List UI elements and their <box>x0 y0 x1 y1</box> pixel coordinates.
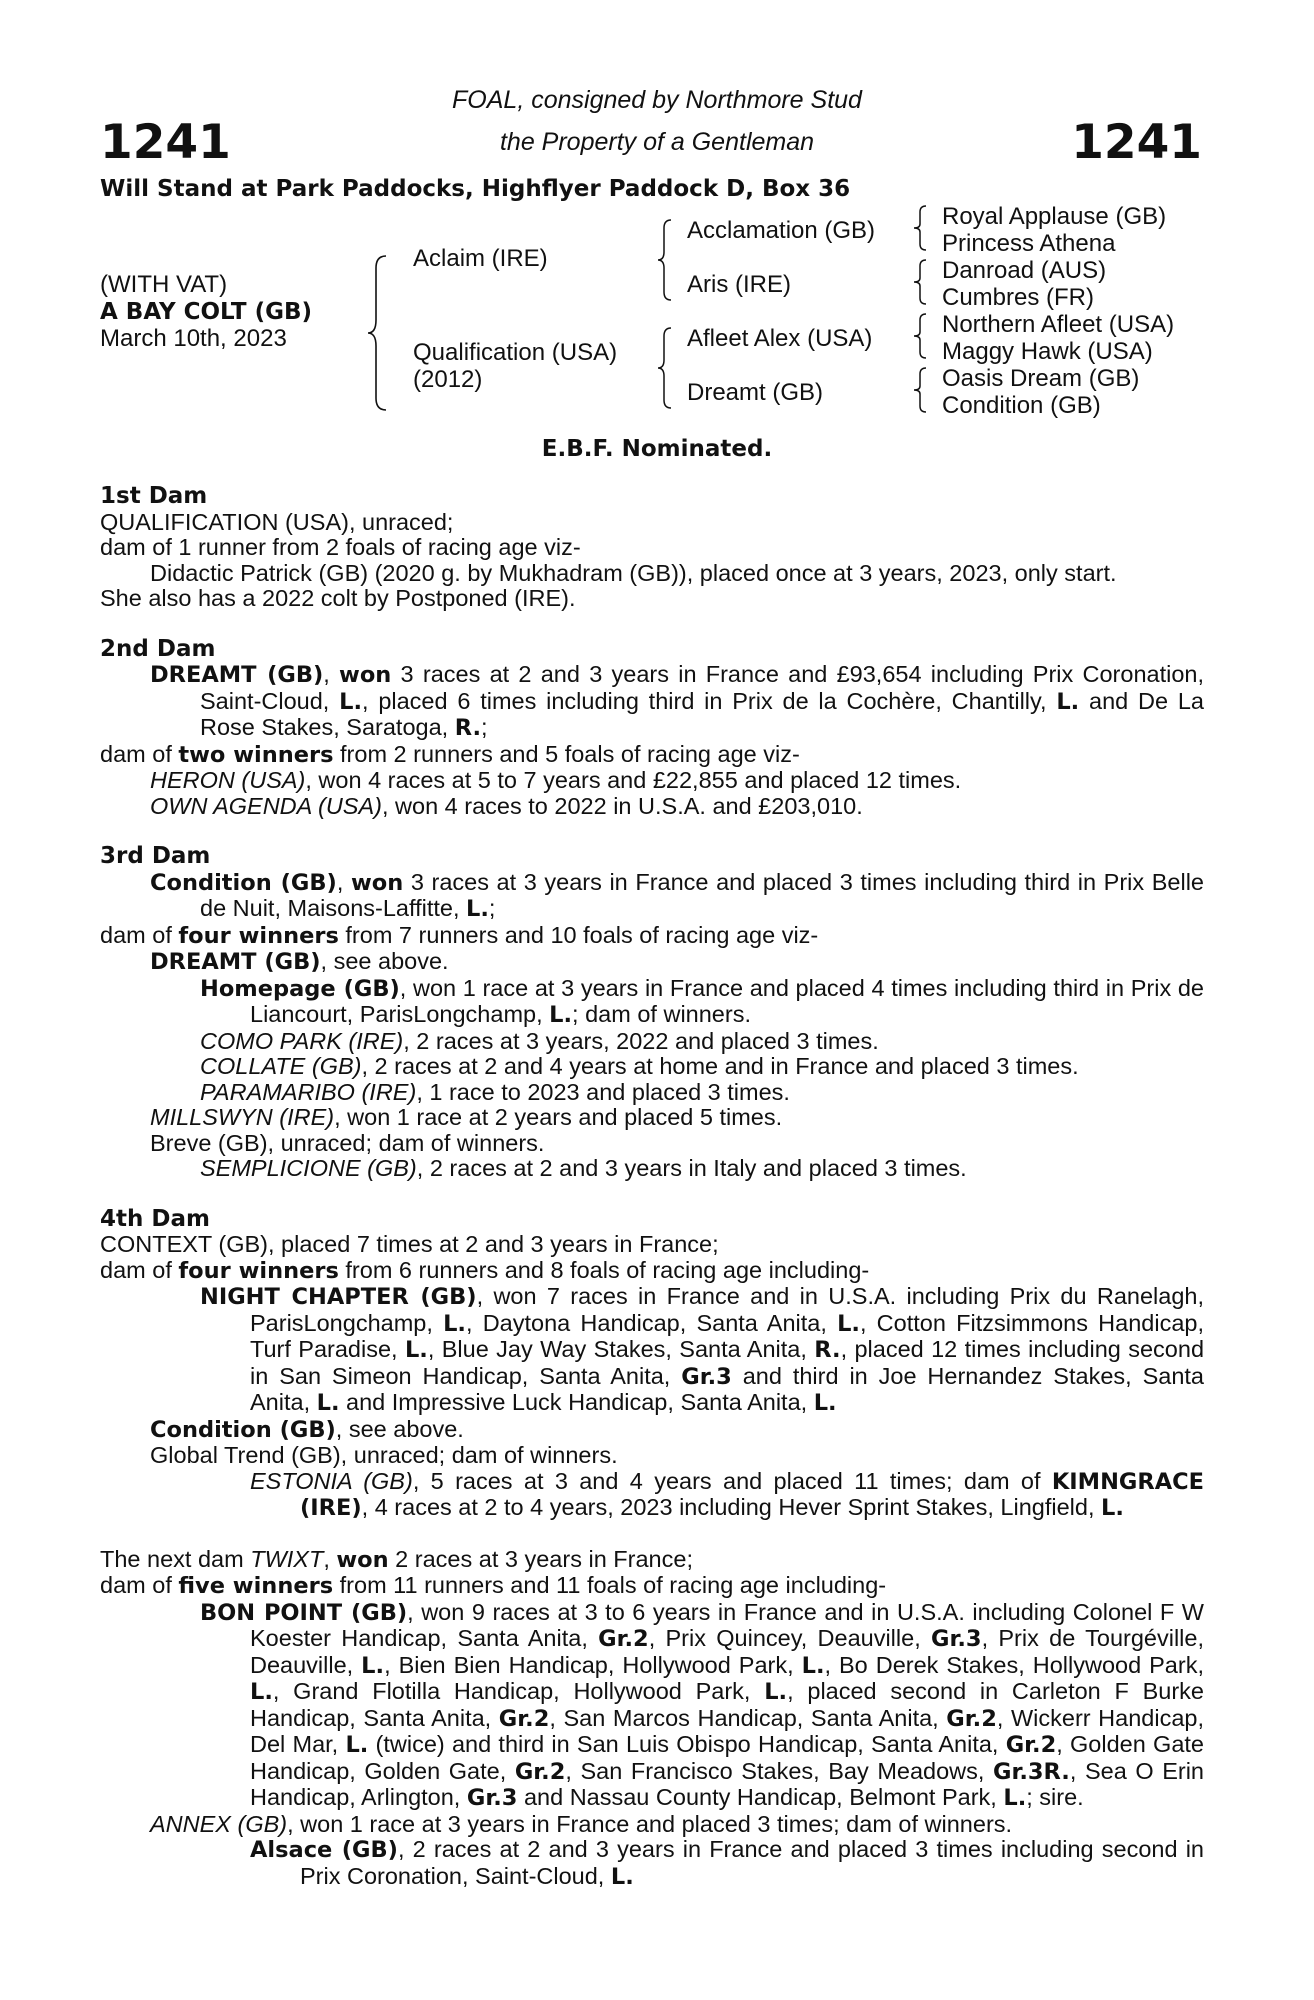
restricted-label: R. <box>814 1337 841 1363</box>
first-dam-produce-line: dam of 1 runner from 2 foals of racing age viz- <box>100 534 581 560</box>
listed-label: L. <box>610 1863 634 1890</box>
offspring-text: , 2 races at 2 and 4 years at home and in France and placed 3 times. <box>361 1053 1079 1079</box>
listed-label: L. <box>801 1652 825 1679</box>
dam-name: TWIXT <box>250 1545 324 1572</box>
record-text: 3 races at 2 and 3 years in France and £93,654 including Prix Coronation, Saint-Cloud, <box>200 661 1204 714</box>
next-dam-offspring <box>100 1600 1204 1812</box>
catalogue-body <box>100 484 1204 1890</box>
won-label: won <box>350 869 404 896</box>
offspring-name: PARAMARIBO (IRE) <box>200 1078 417 1105</box>
offspring-text: , Prix de Tourgéville, Deauville, <box>250 1625 1204 1678</box>
offspring-name: COLLATE (GB) <box>200 1053 362 1079</box>
consignment-line: FOAL, consigned by Northmore Stud <box>452 86 862 114</box>
offspring-text: , Prix Quincey, Deauville, <box>648 1625 932 1651</box>
produce-text: dam of <box>100 1256 179 1283</box>
foaling-date: March 10th, 2023 <box>100 325 287 352</box>
pedigree-brace-sire <box>656 218 676 302</box>
pedigree-brace-main <box>366 254 392 412</box>
third-dam-produce-line <box>100 923 1204 950</box>
next-dam-produce-line <box>100 1573 1204 1600</box>
pedigree-brace-g2 <box>912 258 930 306</box>
next-dam-text: The next dam <box>100 1545 251 1572</box>
great-granddam-3: Maggy Hawk (USA) <box>942 338 1153 365</box>
group2-label: Gr.2 <box>1005 1732 1057 1758</box>
winners-count: two winners <box>178 741 334 768</box>
offspring-text: (twice) and third in San Luis Obispo Handicap, Santa Anita, <box>368 1731 1006 1757</box>
pedigree-brace-g3 <box>912 312 930 360</box>
record-text: 3 races at 3 years in France and placed 3 times including third in Prix Belle de Nuit, Maisons-Laffitte, <box>200 868 1204 921</box>
listed-label: L. <box>764 1679 788 1705</box>
offspring-text: , 2 races at 2 and 3 years in France and placed 3 times including second in Prix Coronation, Saint-Cloud, <box>300 1836 1204 1889</box>
offspring-text: , won 1 race at 2 years and placed 5 times. <box>334 1104 783 1130</box>
produce-text: dam of <box>100 921 179 948</box>
produce-text: from 11 runners and 11 foals of racing age including- <box>333 1572 887 1598</box>
next-dam-text: , <box>323 1545 337 1572</box>
group2-label: Gr.2 <box>498 1705 550 1732</box>
sire: Aclaim (IRE) <box>413 245 548 272</box>
winners-count: four winners <box>178 922 339 949</box>
produce-text: dam of <box>100 1572 179 1598</box>
first-dam-line: QUALIFICATION (USA), unraced; <box>100 508 454 535</box>
offspring-name: Alsace (GB) <box>250 1837 398 1863</box>
fourth-dam-line: CONTEXT (GB), placed 7 times at 2 and 3 years in France; <box>100 1231 719 1257</box>
offspring-text: and Impressive Luck Handicap, Santa Anita, <box>339 1389 814 1415</box>
offspring-text: , Bien Bien Handicap, Hollywood Park, <box>384 1651 802 1678</box>
listed-label: L. <box>1056 688 1080 715</box>
listed-label: L. <box>345 1732 369 1758</box>
offspring-text: , San Marcos Handicap, Santa Anita, <box>549 1704 947 1731</box>
offspring-text: and third in Joe Hernandez Stakes, Santa Anita, <box>250 1362 1204 1415</box>
offspring-name: OWN AGENDA (USA) <box>150 792 382 819</box>
offspring-text: , won 1 race at 3 years in France and placed 3 times; dam of winners. <box>287 1810 1013 1837</box>
offspring-name: SEMPLICIONE (GB) <box>200 1155 417 1181</box>
offspring-text: , Daytona Handicap, Santa Anita, <box>465 1309 838 1336</box>
offspring-name: HERON (USA) <box>150 767 306 793</box>
dam-name: DREAMT (GB) <box>150 662 324 688</box>
restricted-label: R. <box>454 715 482 741</box>
fourth-dam-offspring <box>100 1417 1204 1444</box>
group3-label: Gr.3 <box>681 1363 732 1390</box>
offspring-text: , 4 races at 2 to 4 years, 2023 including Hever Sprint Stakes, Lingfield, <box>361 1494 1101 1520</box>
listed-label: L. <box>466 896 489 922</box>
great-granddam-2: Cumbres (FR) <box>942 284 1095 311</box>
produce-text: from 7 runners and 10 foals of racing age viz- <box>338 921 819 948</box>
record-text: and De La Rose Stakes, Saratoga, <box>200 687 1204 740</box>
offspring-text: , see above. <box>320 948 449 974</box>
stand-location: Will Stand at Park Paddocks, Highflyer Paddock D, Box 36 <box>100 176 851 202</box>
offspring-name: MILLSWYN (IRE) <box>150 1104 335 1130</box>
offspring-name: NIGHT CHAPTER (GB) <box>200 1284 477 1310</box>
won-label: won <box>339 662 392 688</box>
offspring-text: , placed second in Carleton F Burke Handicap, Santa Anita, <box>250 1678 1204 1731</box>
offspring-text: , won 9 races at 3 to 6 years in France and in U.S.A. including Colonel F W Koester Handicap, Santa Anita, <box>250 1598 1204 1651</box>
great-granddam-4: Condition (GB) <box>942 392 1101 419</box>
fourth-dam-produce-line <box>100 1258 1204 1285</box>
offspring-name: BON POINT (GB) <box>200 1599 408 1626</box>
record-text: ; <box>488 895 496 921</box>
second-dam-record: DREAMT (GB), won 3 races at 2 and 3 years in France and £93,654 including Prix Coronation, Saint-Cloud, L., placed 6 times including third in Prix de la Cochère, Chantilly, L. and De La Rose Stakes, Saratoga, R.; <box>150 661 1204 741</box>
offspring-text: , won 1 race at 3 years in France and placed 4 times including third in Prix de Liancourt, ParisLongchamp, <box>250 974 1204 1027</box>
pedigree-brace-g1 <box>912 204 930 252</box>
offspring-text: , Blue Jay Way Stakes, Santa Anita, <box>427 1336 815 1362</box>
horse-name: A BAY COLT (GB) <box>100 299 313 325</box>
offspring-text: , Golden Gate Handicap, Golden Gate, <box>250 1731 1204 1784</box>
fourth-dam-grand-offspring <box>100 1469 1204 1522</box>
offspring-name: COMO PARK (IRE) <box>200 1027 404 1054</box>
third-dam-grand-offspring <box>100 1029 1204 1055</box>
pedigree-brace-dam <box>656 326 676 410</box>
listed-label: L. <box>813 1390 837 1416</box>
third-dam-grand-offspring <box>100 1054 1204 1080</box>
offspring-text: , Bo Derek Stakes, Hollywood Park, <box>824 1651 1204 1678</box>
listed-label: L. <box>1003 1785 1027 1811</box>
offspring-text: , Wickerr Handicap, Del Mar, <box>250 1704 1205 1757</box>
great-granddam-1: Princess Athena <box>942 230 1116 257</box>
sire-dam: Aris (IRE) <box>687 271 791 298</box>
offspring-name: ESTONIA (GB) <box>250 1467 413 1494</box>
first-dam-offspring: Didactic Patrick (GB) (2020 g. by Mukhadram (GB)), placed once at 3 years, 2023, only start. <box>150 559 1117 586</box>
dam-dam: Dreamt (GB) <box>687 379 824 406</box>
offspring-name: Condition (GB) <box>150 1416 336 1443</box>
great-grandsire-3: Northern Afleet (USA) <box>942 311 1175 338</box>
second-dam-offspring <box>100 794 1204 820</box>
offspring-text: , won 7 races in France and in U.S.A. including Prix du Ranelagh, ParisLongchamp, <box>250 1283 1204 1336</box>
third-dam-offspring <box>100 976 1204 1029</box>
listed-label: L. <box>837 1310 860 1337</box>
next-dam-offspring <box>100 1812 1204 1838</box>
dam: Qualification (USA) <box>413 339 618 366</box>
group2-label: Gr.2 <box>598 1626 649 1652</box>
offspring-name: ANNEX (GB) <box>150 1810 288 1837</box>
first-dam-note: She also has a 2022 colt by Postponed (IRE). <box>100 585 576 611</box>
record-text: , placed 6 times including third in Prix de la Cochère, Chantilly, <box>362 687 1057 714</box>
offspring-text: , San Francisco Stakes, Bay Meadows, <box>565 1757 993 1784</box>
offspring-text: , Grand Flotilla Handicap, Hollywood Park, <box>272 1678 765 1704</box>
next-dam-grand-offspring <box>100 1837 1204 1890</box>
offspring-text: and Nassau County Handicap, Belmont Park, <box>517 1784 1004 1810</box>
ebf-nomination: E.B.F. Nominated. <box>541 436 773 462</box>
listed-label: L. <box>549 1002 573 1028</box>
third-dam-offspring: Breve (GB), unraced; dam of winners. <box>150 1129 545 1156</box>
dam-name: Condition (GB) <box>150 869 337 896</box>
second-dam-heading: 2nd Dam <box>100 635 216 662</box>
vendor-line: the Property of a Gentleman <box>499 128 815 156</box>
second-dam-offspring <box>100 768 1204 794</box>
listed-label: L. <box>404 1337 428 1363</box>
offspring-text: , placed 12 times including second in San Simeon Handicap, Santa Anita, <box>250 1336 1205 1389</box>
offspring-text: , 1 race to 2023 and placed 3 times. <box>416 1078 790 1105</box>
offspring-name: Homepage (GB) <box>200 975 400 1002</box>
third-dam-grand-offspring <box>100 1156 1204 1182</box>
listed-label: L. <box>361 1652 385 1679</box>
offspring-text: ; sire. <box>1026 1784 1084 1810</box>
offspring-name: KIMNGRACE (IRE) <box>300 1468 1204 1521</box>
dam-year: (2012) <box>413 366 483 393</box>
offspring-text: , Cotton Fitzsimmons Handicap, Turf Paradise, <box>250 1309 1204 1362</box>
won-label: won <box>336 1546 389 1573</box>
fourth-dam-heading: 4th Dam <box>100 1205 210 1232</box>
third-dam-heading: 3rd Dam <box>100 843 211 869</box>
produce-text: from 6 runners and 8 foals of racing age including- <box>338 1256 870 1283</box>
offspring-text: , 2 races at 3 years, 2022 and placed 3 times. <box>403 1027 879 1054</box>
listed-label: L. <box>1101 1495 1124 1521</box>
next-dam-line <box>100 1547 1204 1574</box>
listed-label: L. <box>339 688 362 715</box>
pedigree-brace-g4 <box>912 366 930 414</box>
fourth-dam-offspring: Global Trend (GB), unraced; dam of winners. <box>150 1442 618 1468</box>
third-dam-offspring <box>100 1105 1204 1131</box>
great-grandsire-2: Danroad (AUS) <box>942 257 1107 284</box>
lot-number-left: 1241 <box>100 115 231 170</box>
group3-label: Gr.3 <box>466 1785 518 1811</box>
produce-text: dam of <box>100 740 179 767</box>
group3-label: Gr.3 <box>931 1626 982 1652</box>
group2-label: Gr.2 <box>514 1758 566 1785</box>
dam-sire: Afleet Alex (USA) <box>687 325 873 352</box>
offspring-text: , won 4 races to 2022 in U.S.A. and £203,010. <box>381 792 863 819</box>
great-grandsire-4: Oasis Dream (GB) <box>942 365 1140 392</box>
offspring-name: DREAMT (GB) <box>150 949 321 975</box>
lot-number-right: 1241 <box>1071 115 1202 170</box>
offspring-text: , won 4 races at 5 to 7 years and £22,855 and placed 12 times. <box>305 767 962 793</box>
offspring-text: ; dam of winners. <box>572 1001 751 1027</box>
listed-label: L. <box>316 1390 340 1416</box>
fourth-dam-offspring <box>100 1284 1204 1417</box>
winners-count: five winners <box>178 1573 334 1599</box>
offspring-text: , see above. <box>335 1415 464 1442</box>
offspring-text: , Sea O Erin Handicap, Arlington, <box>250 1757 1204 1810</box>
second-dam-produce-line <box>100 742 1204 769</box>
produce-text: from 2 runners and 5 foals of racing age viz- <box>333 740 800 767</box>
third-dam-grand-offspring <box>100 1080 1204 1106</box>
next-dam-text: 2 races at 3 years in France; <box>388 1545 693 1572</box>
third-dam-offspring <box>100 949 1204 976</box>
record-text: ; <box>481 714 488 740</box>
offspring-text: , 2 races at 2 and 3 years in Italy and placed 3 times. <box>416 1155 967 1181</box>
group2-label: Gr.2 <box>946 1705 997 1732</box>
group3r-label: Gr.3R. <box>993 1758 1070 1785</box>
winners-count: four winners <box>178 1257 339 1284</box>
sire-sire: Acclamation (GB) <box>687 217 876 244</box>
vat-note: (WITH VAT) <box>100 271 228 298</box>
offspring-text: , 5 races at 3 and 4 years and placed 11 times; dam of <box>412 1467 1052 1494</box>
listed-label: L. <box>250 1679 273 1705</box>
great-grandsire-1: Royal Applause (GB) <box>942 203 1167 230</box>
third-dam-record: Condition (GB), won 3 races at 3 years in France and placed 3 times including third in Prix Belle de Nuit, Maisons-Laffitte, L.; <box>150 868 1204 922</box>
first-dam-heading: 1st Dam <box>100 483 208 509</box>
listed-label: L. <box>443 1310 466 1337</box>
